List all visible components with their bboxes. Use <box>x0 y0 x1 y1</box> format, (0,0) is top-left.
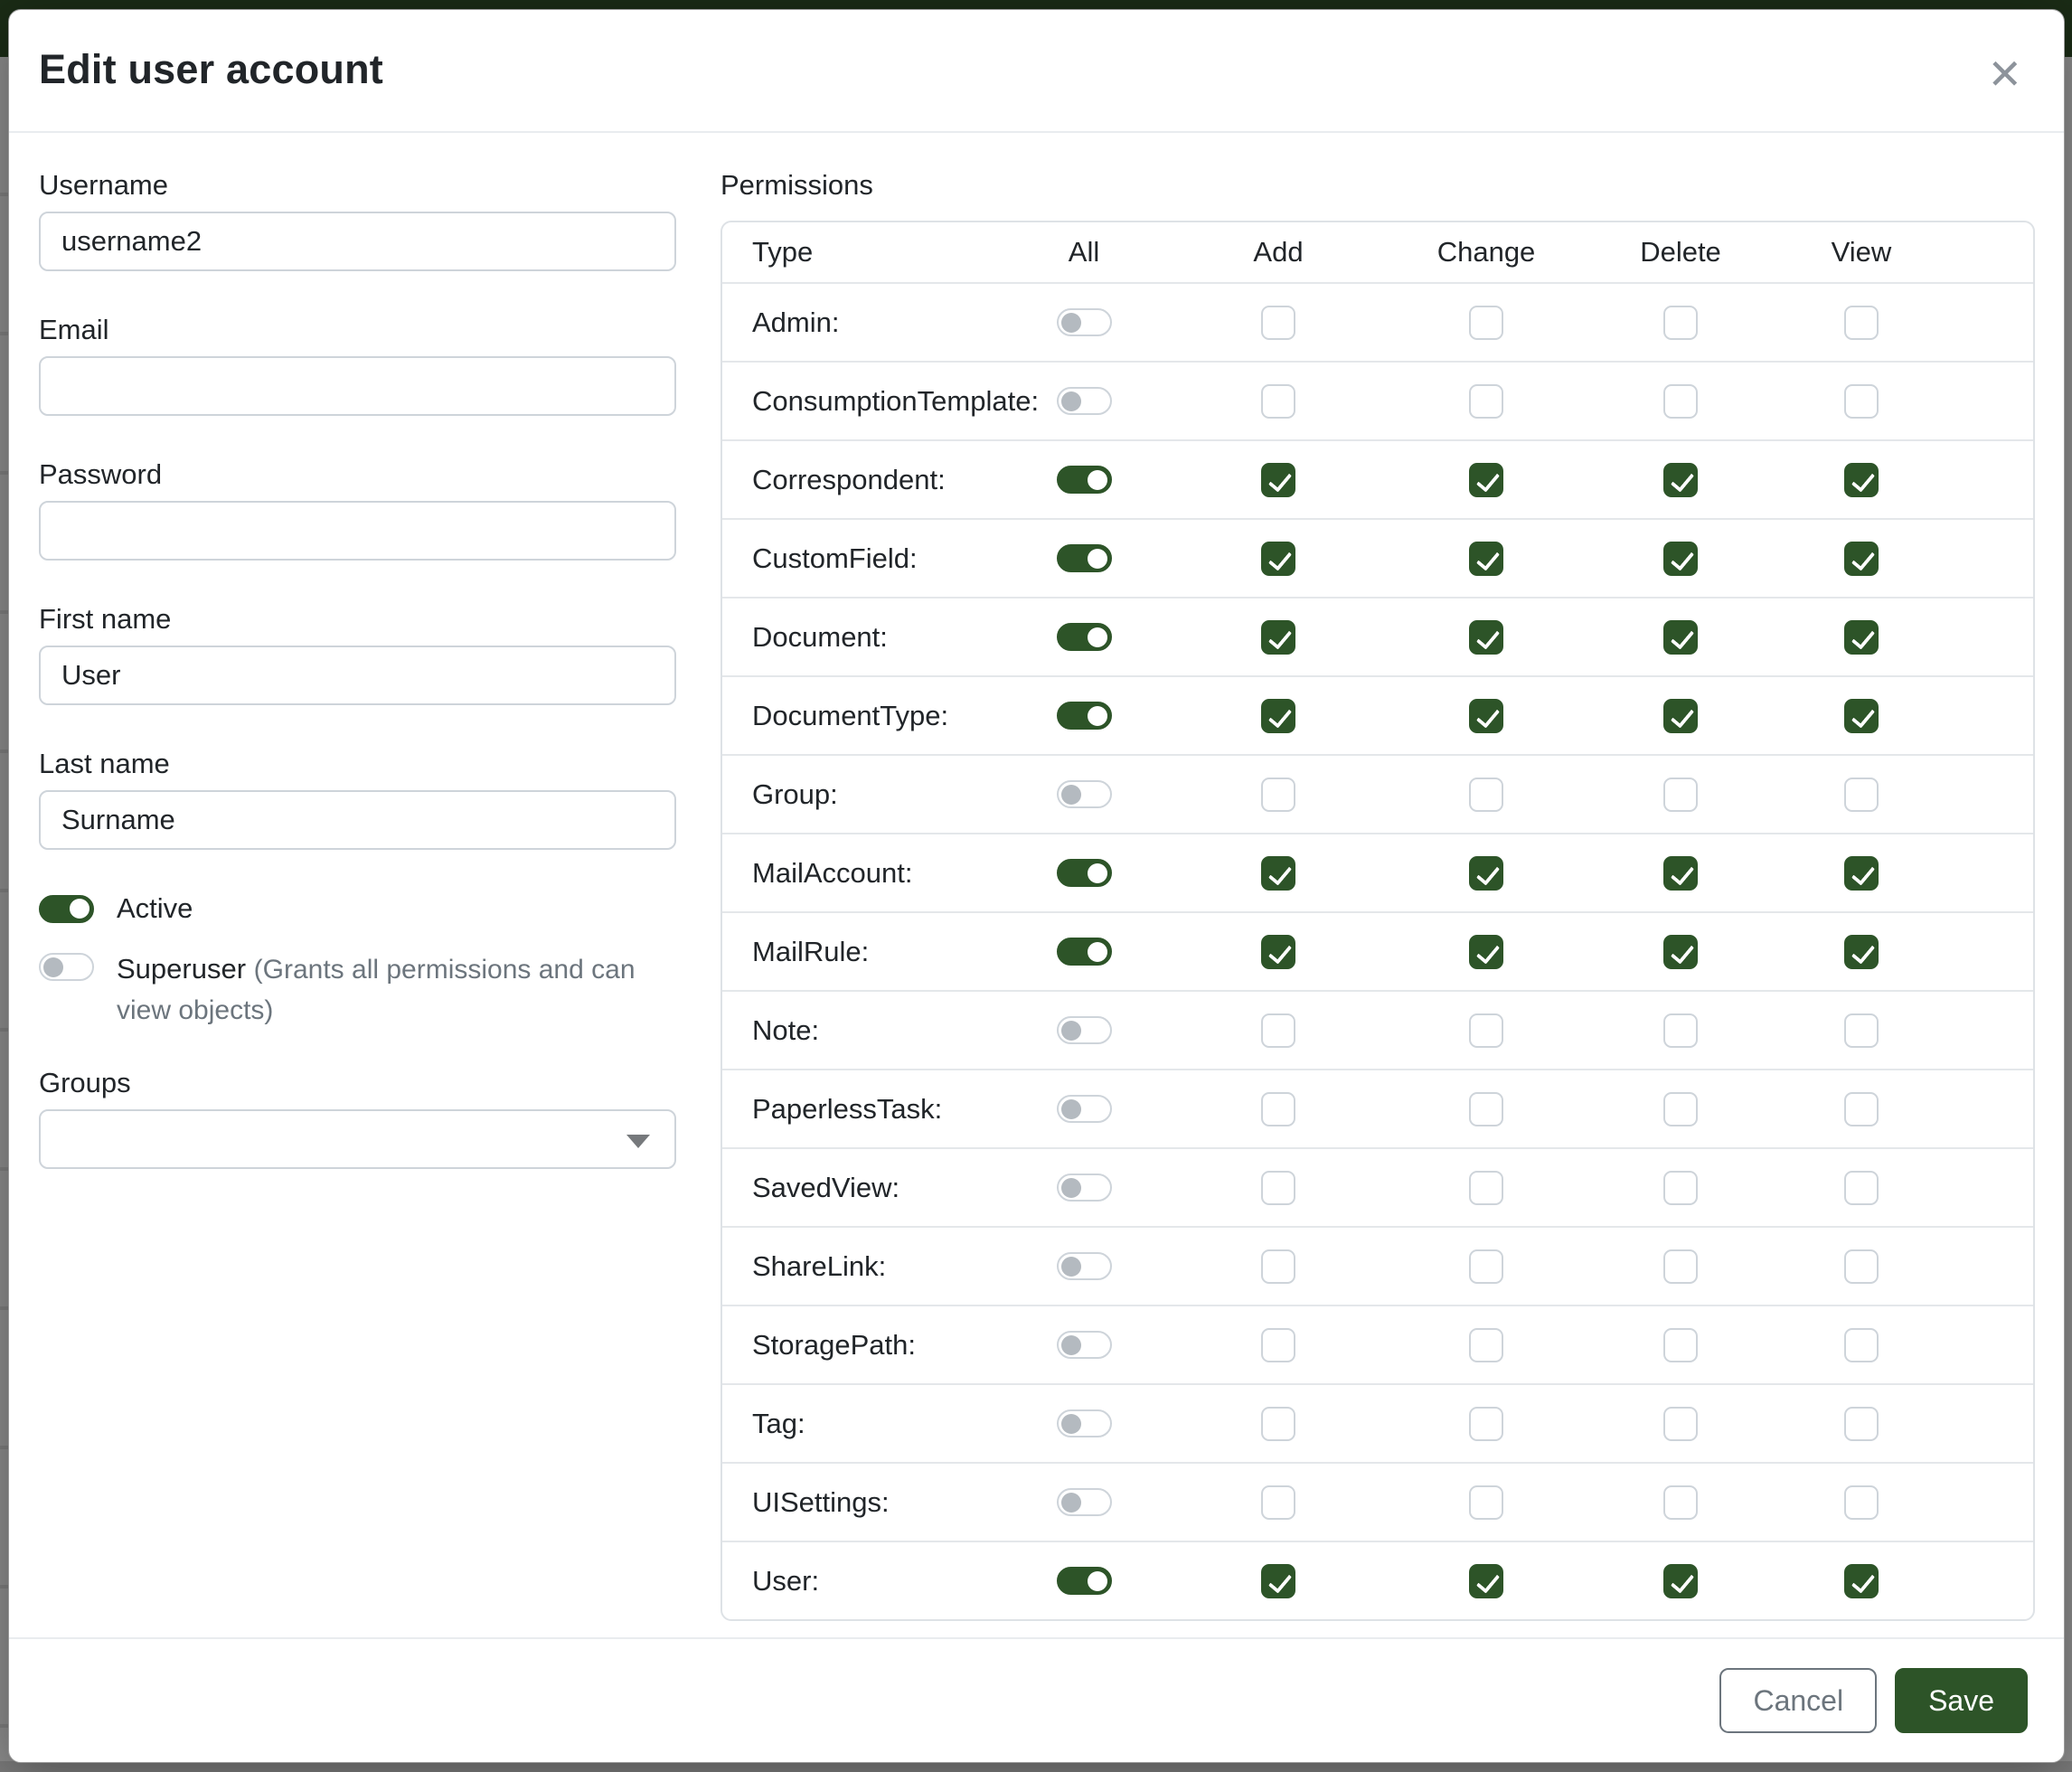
toggle-knob <box>1061 1335 1081 1355</box>
permission-view-checkbox[interactable] <box>1844 935 1879 969</box>
toggle-knob <box>1061 1493 1081 1513</box>
permission-change-checkbox[interactable] <box>1469 384 1503 419</box>
permission-delete-checkbox[interactable] <box>1663 1249 1698 1284</box>
permission-type-label: UISettings: <box>752 1485 890 1518</box>
table-row <box>722 990 2033 1069</box>
permission-change-checkbox[interactable] <box>1469 1328 1503 1362</box>
permission-type-label: Tag: <box>752 1407 805 1439</box>
permission-add-checkbox[interactable] <box>1261 384 1295 419</box>
column-header-change: Change <box>1436 236 1536 268</box>
close-icon[interactable]: ✕ <box>1978 48 2031 100</box>
permission-change-checkbox[interactable] <box>1469 778 1503 812</box>
permission-all-toggle[interactable] <box>1057 1173 1112 1202</box>
permission-view-checkbox[interactable] <box>1844 1013 1879 1048</box>
permission-change-checkbox[interactable] <box>1469 1013 1503 1048</box>
permissions-table <box>720 221 2035 1621</box>
permission-type-label: ShareLink: <box>752 1249 887 1282</box>
dropdown-caret-icon <box>626 1135 650 1148</box>
permission-all-toggle[interactable] <box>1057 859 1112 887</box>
email-field[interactable] <box>39 356 676 416</box>
permission-add-checkbox[interactable] <box>1261 935 1295 969</box>
toggle-knob <box>1061 1414 1081 1434</box>
permission-type-label: Correspondent: <box>752 463 946 495</box>
permission-change-checkbox[interactable] <box>1469 1092 1503 1126</box>
permissions-section-label: Permissions <box>720 169 873 201</box>
permission-view-checkbox[interactable] <box>1844 384 1879 419</box>
permission-all-toggle[interactable] <box>1057 702 1112 730</box>
superuser-label: Superuser <box>117 953 247 985</box>
permission-add-checkbox[interactable] <box>1261 699 1295 733</box>
permission-view-checkbox[interactable] <box>1844 463 1879 497</box>
toggle-knob <box>1061 1021 1081 1041</box>
permission-type-label: Admin: <box>752 306 840 338</box>
permission-delete-checkbox[interactable] <box>1663 1328 1698 1362</box>
toggle-knob <box>1061 313 1081 333</box>
permission-view-checkbox[interactable] <box>1844 1171 1879 1205</box>
permission-view-checkbox[interactable] <box>1844 620 1879 655</box>
permission-all-toggle[interactable] <box>1057 938 1112 966</box>
permission-type-label: Group: <box>752 778 838 810</box>
username-label: Username <box>39 169 168 201</box>
permission-delete-checkbox[interactable] <box>1663 699 1698 733</box>
superuser-text <box>117 949 636 1031</box>
groups-group <box>39 1067 676 1169</box>
table-row <box>722 1541 2033 1619</box>
permission-type-label: CustomField: <box>752 542 918 574</box>
permission-delete-checkbox[interactable] <box>1663 1407 1698 1441</box>
permission-type-label: StoragePath: <box>752 1328 916 1361</box>
permission-all-toggle[interactable] <box>1057 466 1112 494</box>
permission-add-checkbox[interactable] <box>1261 620 1295 655</box>
cancel-button[interactable]: Cancel <box>1719 1668 1877 1733</box>
permission-add-checkbox[interactable] <box>1261 463 1295 497</box>
permission-view-checkbox[interactable] <box>1844 1564 1879 1598</box>
permission-view-checkbox[interactable] <box>1844 542 1879 576</box>
permission-all-toggle[interactable] <box>1057 308 1112 336</box>
permission-view-checkbox[interactable] <box>1844 856 1879 891</box>
toggle-knob <box>43 957 63 977</box>
permission-add-checkbox[interactable] <box>1261 1013 1295 1048</box>
permission-change-checkbox[interactable] <box>1469 1407 1503 1441</box>
permission-view-checkbox[interactable] <box>1844 1407 1879 1441</box>
permission-all-toggle[interactable] <box>1057 1095 1112 1123</box>
username-group <box>39 169 676 271</box>
groups-label: Groups <box>39 1066 131 1098</box>
table-row <box>722 439 2033 518</box>
first-name-label: First name <box>39 603 172 635</box>
permission-delete-checkbox[interactable] <box>1663 935 1698 969</box>
permission-type-label: ConsumptionTemplate: <box>752 384 1040 417</box>
permission-change-checkbox[interactable] <box>1469 463 1503 497</box>
permission-change-checkbox[interactable] <box>1469 542 1503 576</box>
permission-delete-checkbox[interactable] <box>1663 620 1698 655</box>
table-row <box>722 1069 2033 1147</box>
active-label: Active <box>117 892 193 924</box>
permission-add-checkbox[interactable] <box>1261 1171 1295 1205</box>
active-toggle[interactable] <box>39 895 94 923</box>
superuser-hint: (Grants all permissions and can view objects) <box>117 955 636 1025</box>
permission-all-toggle[interactable] <box>1057 623 1112 651</box>
column-header-delete: Delete <box>1640 236 1721 268</box>
permission-delete-checkbox[interactable] <box>1663 384 1698 419</box>
permission-view-checkbox[interactable] <box>1844 1249 1879 1284</box>
permission-add-checkbox[interactable] <box>1261 856 1295 891</box>
toggle-knob <box>1088 470 1107 490</box>
table-row <box>722 1383 2033 1462</box>
permission-type-label: User: <box>752 1564 820 1597</box>
modal-header <box>9 10 2064 133</box>
superuser-toggle[interactable] <box>39 953 94 981</box>
permission-all-toggle[interactable] <box>1057 1409 1112 1437</box>
permission-delete-checkbox[interactable] <box>1663 856 1698 891</box>
permission-type-label: DocumentType: <box>752 699 949 731</box>
permission-add-checkbox[interactable] <box>1261 1407 1295 1441</box>
first-name-field[interactable] <box>39 646 676 705</box>
permission-change-checkbox[interactable] <box>1469 620 1503 655</box>
permission-add-checkbox[interactable] <box>1261 778 1295 812</box>
table-row <box>722 1305 2033 1383</box>
table-row <box>722 597 2033 675</box>
permission-add-checkbox[interactable] <box>1261 1249 1295 1284</box>
permission-type-label: MailAccount: <box>752 856 913 889</box>
permission-change-checkbox[interactable] <box>1469 1171 1503 1205</box>
toggle-knob <box>70 899 89 919</box>
permission-all-toggle[interactable] <box>1057 544 1112 572</box>
permission-add-checkbox[interactable] <box>1261 306 1295 340</box>
column-header-view: View <box>1831 236 1892 268</box>
permission-add-checkbox[interactable] <box>1261 1485 1295 1520</box>
modal-body <box>9 133 2064 1637</box>
table-row <box>722 754 2033 833</box>
toggle-knob <box>1088 706 1107 726</box>
table-row <box>722 282 2033 361</box>
permission-change-checkbox[interactable] <box>1469 1249 1503 1284</box>
last-name-field[interactable] <box>39 790 676 850</box>
username-input[interactable] <box>39 212 676 271</box>
permission-delete-checkbox[interactable] <box>1663 778 1698 812</box>
toggle-knob <box>1088 942 1107 962</box>
groups-select[interactable] <box>39 1109 676 1169</box>
table-row <box>722 518 2033 597</box>
permission-type-label: MailRule: <box>752 935 870 967</box>
save-button[interactable]: Save <box>1895 1668 2028 1733</box>
table-row <box>722 1462 2033 1541</box>
permission-delete-checkbox[interactable] <box>1663 1171 1698 1205</box>
permissions-section <box>720 169 2035 1637</box>
column-header-all: All <box>1068 236 1100 268</box>
table-row <box>722 361 2033 439</box>
active-row <box>39 892 676 925</box>
permission-delete-checkbox[interactable] <box>1663 542 1698 576</box>
permission-view-checkbox[interactable] <box>1844 1328 1879 1362</box>
last-name-label: Last name <box>39 748 170 779</box>
table-row <box>722 1226 2033 1305</box>
password-group <box>39 458 676 561</box>
toggle-knob <box>1061 1257 1081 1277</box>
permission-change-checkbox[interactable] <box>1469 856 1503 891</box>
permission-delete-checkbox[interactable] <box>1663 1013 1698 1048</box>
permission-delete-checkbox[interactable] <box>1663 1092 1698 1126</box>
permission-all-toggle[interactable] <box>1057 387 1112 415</box>
permission-view-checkbox[interactable] <box>1844 699 1879 733</box>
permission-change-checkbox[interactable] <box>1469 1485 1503 1520</box>
permission-delete-checkbox[interactable] <box>1663 306 1698 340</box>
permission-type-label: SavedView: <box>752 1171 900 1203</box>
permission-add-checkbox[interactable] <box>1261 1328 1295 1362</box>
permission-change-checkbox[interactable] <box>1469 699 1503 733</box>
toggle-knob <box>1061 1099 1081 1119</box>
toggle-knob <box>1061 391 1081 411</box>
toggle-knob <box>1088 863 1107 883</box>
permission-delete-checkbox[interactable] <box>1663 463 1698 497</box>
permission-all-toggle[interactable] <box>1057 1567 1112 1595</box>
permission-view-checkbox[interactable] <box>1844 1092 1879 1126</box>
permissions-table-body <box>722 282 2033 1619</box>
permission-all-toggle[interactable] <box>1057 1252 1112 1280</box>
password-field[interactable] <box>39 501 676 561</box>
last-name-group <box>39 748 676 850</box>
first-name-group <box>39 603 676 705</box>
permission-type-label: Document: <box>752 620 888 653</box>
permission-delete-checkbox[interactable] <box>1663 1485 1698 1520</box>
modal-title: Edit user account <box>39 46 383 92</box>
toggle-knob <box>1061 785 1081 805</box>
permissions-table-header <box>722 222 2033 282</box>
permission-view-checkbox[interactable] <box>1844 778 1879 812</box>
toggle-knob <box>1088 1571 1107 1591</box>
permission-add-checkbox[interactable] <box>1261 1564 1295 1598</box>
modal-footer <box>9 1637 2064 1762</box>
permission-all-toggle[interactable] <box>1057 1016 1112 1044</box>
permission-all-toggle[interactable] <box>1057 780 1112 808</box>
table-row <box>722 911 2033 990</box>
password-label: Password <box>39 458 163 490</box>
superuser-row <box>39 949 676 1031</box>
permission-add-checkbox[interactable] <box>1261 542 1295 576</box>
permission-change-checkbox[interactable] <box>1469 306 1503 340</box>
email-label: Email <box>39 314 109 345</box>
column-header-add: Add <box>1253 236 1304 268</box>
toggle-knob <box>1088 549 1107 569</box>
edit-user-modal <box>8 9 2065 1763</box>
toggle-knob <box>1061 1178 1081 1198</box>
permission-change-checkbox[interactable] <box>1469 1564 1503 1598</box>
permission-add-checkbox[interactable] <box>1261 1092 1295 1126</box>
permission-view-checkbox[interactable] <box>1844 1485 1879 1520</box>
permission-all-toggle[interactable] <box>1057 1488 1112 1516</box>
permission-type-label: PaperlessTask: <box>752 1092 943 1125</box>
permission-change-checkbox[interactable] <box>1469 935 1503 969</box>
column-header-type: Type <box>752 236 814 268</box>
permission-all-toggle[interactable] <box>1057 1331 1112 1359</box>
permission-view-checkbox[interactable] <box>1844 306 1879 340</box>
email-group <box>39 314 676 416</box>
user-form <box>39 169 676 1637</box>
table-row <box>722 675 2033 754</box>
table-row <box>722 1147 2033 1226</box>
toggle-knob <box>1088 627 1107 647</box>
table-row <box>722 833 2033 911</box>
permission-type-label: Note: <box>752 1013 820 1046</box>
permission-delete-checkbox[interactable] <box>1663 1564 1698 1598</box>
